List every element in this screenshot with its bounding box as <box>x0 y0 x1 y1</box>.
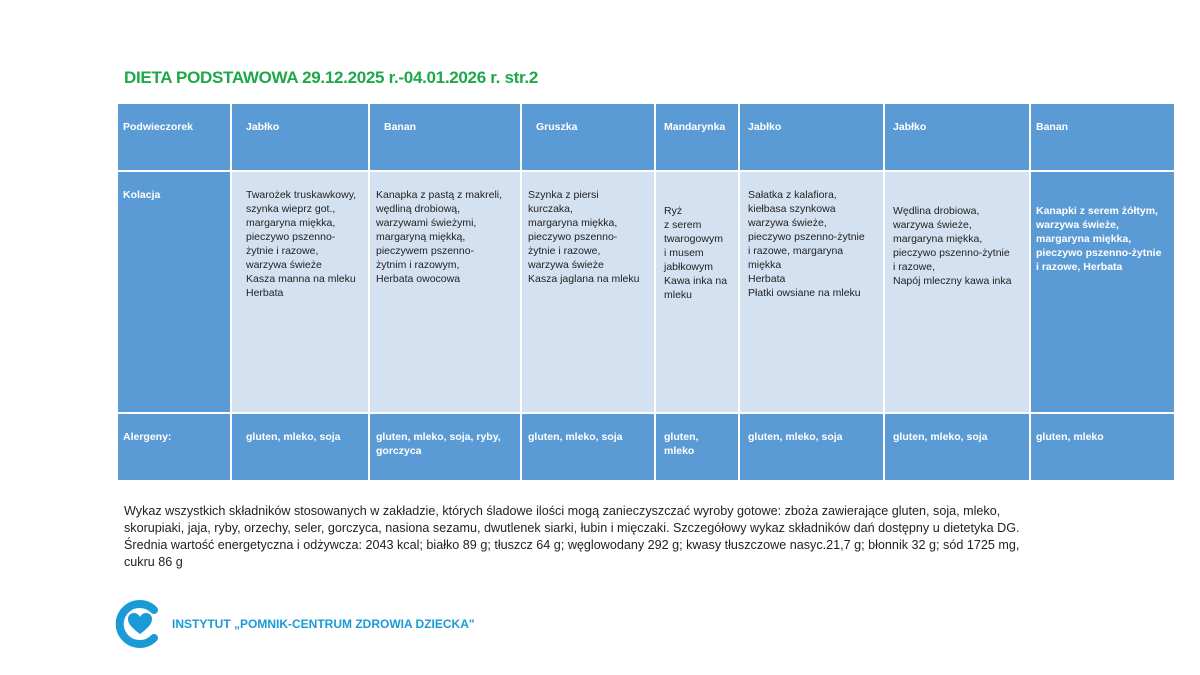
row-label-snack: Podwieczorek <box>117 103 231 171</box>
institute-logo <box>110 600 475 648</box>
snack-cell-5: Jabłko <box>739 103 884 171</box>
allergens-cell-5: gluten, mleko, soja <box>739 413 884 481</box>
snack-cell-4: Mandarynka <box>655 103 739 171</box>
dinner-cell-4: Ryż z serem twarogowym i musem jabłkowym Kawa inka na mleku <box>655 171 739 413</box>
snack-cell-7: Banan <box>1030 103 1175 171</box>
dinner-cell-1: Twarożek truskawkowy, szynka wieprz got., margaryna miękka, pieczywo pszenno- żytnie i razowe, warzywa świeże Kasza manna na mleku Herbata <box>231 171 369 413</box>
row-label-dinner: Kolacja <box>117 171 231 413</box>
table-row-snack <box>117 103 1175 171</box>
table-row-dinner <box>117 171 1175 413</box>
allergens-cell-3: gluten, mleko, soja <box>521 413 655 481</box>
snack-cell-3: Gruszka <box>521 103 655 171</box>
snack-cell-6: Jabłko <box>884 103 1030 171</box>
allergens-cell-7: gluten, mleko <box>1030 413 1175 481</box>
dinner-cell-5: Sałatka z kalafiora, kiełbasa szynkowa warzywa świeże, pieczywo pszenno-żytnie i razowe, margaryna miękka Herbata Płatki owsiane na mleku <box>739 171 884 413</box>
row-label-allergens: Alergeny: <box>117 413 231 481</box>
dinner-cell-3: Szynka z piersi kurczaka, margaryna miękka, pieczywo pszenno- żytnie i razowe, warzywa świeże Kasza jaglana na mleku <box>521 171 655 413</box>
allergens-cell-2: gluten, mleko, soja, ryby, gorczyca <box>369 413 521 481</box>
allergen-note: Wykaz wszystkich składników stosowanych w zakładzie, których śladowe ilości mogą zanieczyszczać wyroby gotowe: zboża zawierające gluten, soja, mleko, skorupiaki, jaja, ryby, orzechy, seler, gorczyca, nasiona sezamu, dwutlenek siarki, łubin i mięczaki. Szczegółowy wykaz składników dań dostępny u dietetyka DG. Średnia wartość energetyczna i odżywcza: 2043 kcal; białko 89 g; tłuszcz 64 g; węglowodany 292 g; kwasy tłuszczowe nasyc.21,7 g; błonnik 32 g; sód 1725 mg, cukru 86 g <box>124 504 1020 569</box>
dinner-cell-6: Wędlina drobiowa, warzywa świeże, margaryna miękka, pieczywo pszenno-żytnie i razowe, Napój mleczny kawa inka <box>884 171 1030 413</box>
allergens-cell-4: gluten, mleko <box>655 413 739 481</box>
diet-table <box>116 102 1176 482</box>
page-title: DIETA PODSTAWOWA 29.12.2025 r.-04.01.2026 r. str.2 <box>124 68 538 87</box>
allergens-cell-6: gluten, mleko, soja <box>884 413 1030 481</box>
snack-cell-1: Jabłko <box>231 103 369 171</box>
snack-cell-2: Banan <box>369 103 521 171</box>
allergens-cell-1: gluten, mleko, soja <box>231 413 369 481</box>
dinner-cell-2: Kanapka z pastą z makreli, wędliną drobiową, warzywami świeżymi, margaryną miękką, pieczywem pszenno- żytnim i razowym, Herbata owocowa <box>369 171 521 413</box>
table-row-allergens <box>117 413 1175 481</box>
institute-name: INSTYTUT „POMNIK-CENTRUM ZDROWIA DZIECKA" <box>172 617 475 631</box>
dinner-cell-7: Kanapki z serem żółtym, warzywa świeże, margaryna miękka, pieczywo pszenno-żytnie i razowe, Herbata <box>1030 171 1175 413</box>
heart-c-logo-icon <box>110 600 166 648</box>
